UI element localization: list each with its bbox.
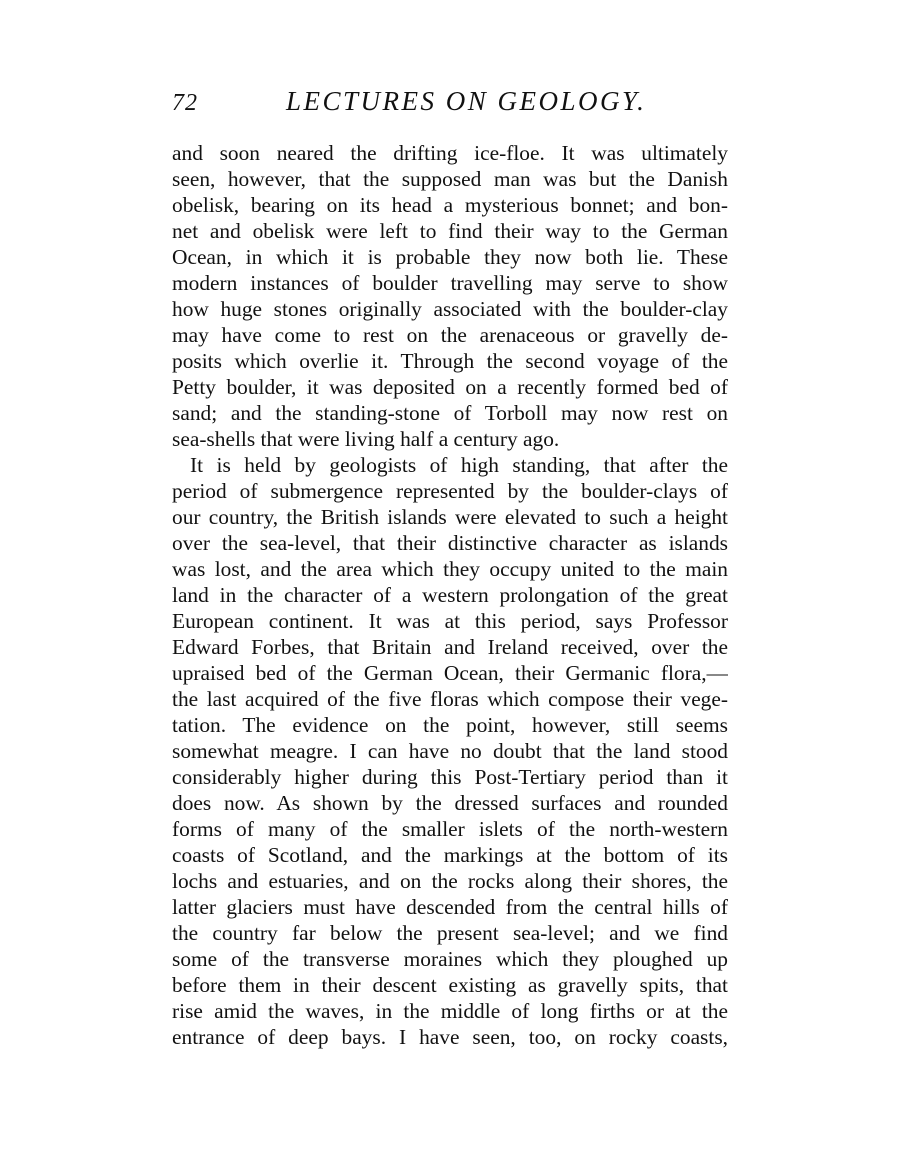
text-line: may have come to rest on the arenaceous or gravelly de- — [172, 323, 728, 347]
text-line: was lost, and the area which they occupy united to the main — [172, 557, 728, 581]
text-line: Petty boulder, it was deposited on a recently formed bed of — [172, 375, 728, 399]
text-line: before them in their descent existing as gravelly spits, that — [172, 973, 728, 997]
text-line: coasts of Scotland, and the markings at the bottom of its — [172, 843, 728, 867]
text-line: lochs and estuaries, and on the rocks along their shores, the — [172, 869, 728, 893]
page-header — [172, 86, 728, 126]
body-text — [172, 140, 728, 1050]
text-line: modern instances of boulder travelling may serve to show — [172, 271, 728, 295]
running-title: LECTURES ON GEOLOGY. — [286, 86, 647, 116]
text-line: rise amid the waves, in the middle of long firths or at the — [172, 999, 728, 1023]
paragraph-first-line: It is held by geologists of high standing, that after the — [190, 453, 728, 477]
text-line: Ocean, in which it is probable they now both lie. These — [172, 245, 728, 269]
text-line: over the sea-level, that their distinctive character as islands — [172, 531, 728, 555]
text-line: forms of many of the smaller islets of the north-western — [172, 817, 728, 841]
text-line: land in the character of a western prolongation of the great — [172, 583, 728, 607]
text-line: European continent. It was at this period, says Professor — [172, 609, 728, 633]
text-line: how huge stones originally associated with the boulder-clay — [172, 297, 728, 321]
text-line: sand; and the standing-stone of Torboll may now rest on — [172, 401, 728, 425]
paragraph-last-line: sea-shells that were living half a century ago. — [172, 427, 560, 451]
text-line: somewhat meagre. I can have no doubt that the land stood — [172, 739, 728, 763]
text-line: some of the transverse moraines which they ploughed up — [172, 947, 728, 971]
text-line: Edward Forbes, that Britain and Ireland received, over the — [172, 635, 728, 659]
page-number: 72 — [172, 90, 198, 116]
text-line: obelisk, bearing on its head a mysterious bonnet; and bon- — [172, 193, 728, 217]
text-line: tation. The evidence on the point, however, still seems — [172, 713, 728, 737]
text-line: the country far below the present sea-level; and we find — [172, 921, 728, 945]
text-line: upraised bed of the German Ocean, their Germanic flora,— — [172, 661, 728, 685]
text-line: the last acquired of the five floras which compose their vege- — [172, 687, 728, 711]
text-line: posits which overlie it. Through the second voyage of the — [172, 349, 728, 373]
text-line: entrance of deep bays. I have seen, too, on rocky coasts, — [172, 1025, 728, 1049]
text-line: period of submergence represented by the boulder-clays of — [172, 479, 728, 503]
text-line: considerably higher during this Post-Tertiary period than it — [172, 765, 728, 789]
text-line: and soon neared the drifting ice-floe. It was ultimately — [172, 141, 728, 165]
text-line: our country, the British islands were elevated to such a height — [172, 505, 728, 529]
text-line: does now. As shown by the dressed surfaces and rounded — [172, 791, 728, 815]
text-line: seen, however, that the supposed man was but the Danish — [172, 167, 728, 191]
text-line: latter glaciers must have descended from the central hills of — [172, 895, 728, 919]
text-line: net and obelisk were left to find their way to the German — [172, 219, 728, 243]
